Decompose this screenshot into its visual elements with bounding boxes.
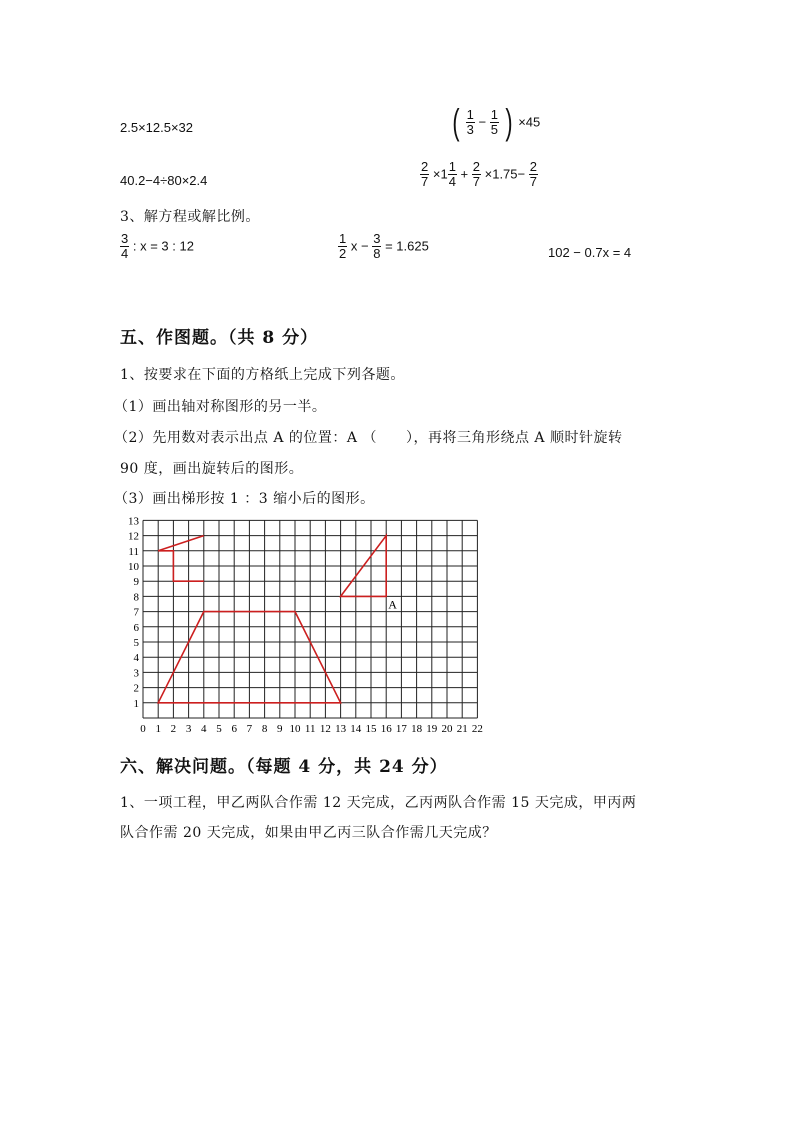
task-2-line-2: 90 度，画出旋转后的图形。	[120, 461, 304, 477]
equation-1: $\frac{3}{4}$ : x = 3 : 12	[121, 231, 194, 261]
fraction: $\frac{1}{2}$	[339, 231, 347, 261]
y-tick-label: 2	[133, 682, 139, 695]
y-tick-label: 4	[133, 652, 139, 665]
expression-2: ( $\frac{1}{3}$ − $\frac{1}{5}$ ) ×45	[452, 101, 541, 142]
x-tick-label: 8	[261, 723, 268, 735]
fraction: $\frac{1}{4}$	[448, 159, 456, 189]
left-paren: (	[452, 101, 460, 142]
expression-4: $\frac{2}{7}$ ×1 $\frac{1}{4}$ + $\frac{2}{7}$ ×1.75− $\frac{2}{7}$	[421, 159, 537, 189]
y-tick-label: 1	[133, 697, 139, 710]
x-tick-label: 4	[201, 723, 207, 735]
x-tick-label: 6	[231, 723, 237, 735]
problem-1-line-2: 队合作需 20 天完成，如果由甲乙丙三队合作需几天完成？	[120, 825, 497, 841]
y-tick-label: 7	[133, 606, 139, 619]
task-2-line-1: （2）先用数对表示出点 A 的位置：A （ ），再将三角形绕点 A 顺时针旋转	[114, 430, 623, 446]
symmetric-half-figure	[158, 536, 204, 582]
expression-3: 40.2−4÷80×2.4	[120, 173, 208, 188]
expression-1: 2.5×12.5×32	[120, 120, 194, 135]
fraction: $\frac{2}{7}$	[421, 159, 429, 189]
x-tick-label: 10	[289, 723, 301, 735]
x-tick-label: 5	[216, 723, 222, 735]
x-tick-label: 2	[170, 723, 177, 735]
x-tick-label: 11	[304, 723, 316, 735]
section-5-question-1: 1、按要求在下面的方格纸上完成下列各题。	[120, 367, 405, 383]
x-tick-label: 13	[335, 723, 347, 735]
equation-2: $\frac{1}{2}$ x − $\frac{3}{8}$ = 1.625	[339, 231, 429, 261]
grid-paper	[118, 516, 486, 738]
section-6-heading: 六、解决问题。（每题 4 分，共 24 分）	[120, 757, 448, 777]
question-3-title: 3、解方程或解比例。	[120, 209, 260, 225]
x-tick-label: 0	[140, 723, 146, 735]
x-tick-label: 1	[155, 723, 161, 735]
x-tick-label: 22	[471, 723, 483, 735]
fraction: $\frac{3}{4}$	[121, 231, 129, 261]
task-3: （3）画出梯形按 1 ：3 缩小后的图形。	[114, 491, 375, 507]
y-tick-label: 8	[133, 591, 139, 604]
x-tick-label: 17	[395, 723, 407, 735]
y-tick-label: 9	[133, 576, 139, 589]
x-tick-label: 3	[185, 723, 192, 735]
task-1: （1）画出轴对称图形的另一半。	[114, 399, 327, 415]
x-tick-label: 21	[456, 723, 468, 735]
fraction: $\frac{2}{7}$	[529, 159, 537, 189]
point-a-label: A	[388, 597, 397, 612]
y-tick-label: 12	[128, 530, 139, 543]
y-tick-label: 13	[128, 516, 139, 528]
y-tick-label: 6	[133, 621, 139, 634]
x-tick-label: 14	[350, 723, 362, 735]
fraction: $\frac{3}{8}$	[373, 231, 381, 261]
y-tick-label: 3	[133, 667, 139, 680]
x-tick-label: 18	[411, 723, 423, 735]
x-tick-label: 16	[380, 723, 392, 735]
section-5-heading: 五、作图题。（共 8 分）	[120, 328, 319, 348]
y-tick-label: 5	[133, 637, 139, 649]
x-tick-label: 12	[319, 723, 331, 735]
equation-3: 102 − 0.7x = 4	[548, 245, 632, 260]
problem-1-line-1: 1、一项工程，甲乙两队合作需 12 天完成，乙丙两队合作需 15 天完成，甲丙两	[120, 795, 637, 811]
y-tick-label: 11	[128, 545, 139, 558]
right-paren: )	[504, 101, 513, 142]
fraction: $\frac{2}{7}$	[472, 159, 480, 189]
fraction: $\frac{1}{3}$	[466, 106, 474, 137]
y-tick-label: 10	[128, 561, 139, 573]
x-tick-label: 9	[277, 723, 283, 735]
x-tick-label: 7	[246, 723, 253, 735]
grid-figure	[118, 516, 486, 742]
x-tick-label: 19	[426, 723, 438, 735]
x-tick-label: 20	[441, 723, 453, 735]
x-tick-label: 15	[365, 723, 377, 735]
fraction: $\frac{1}{5}$	[490, 106, 498, 137]
